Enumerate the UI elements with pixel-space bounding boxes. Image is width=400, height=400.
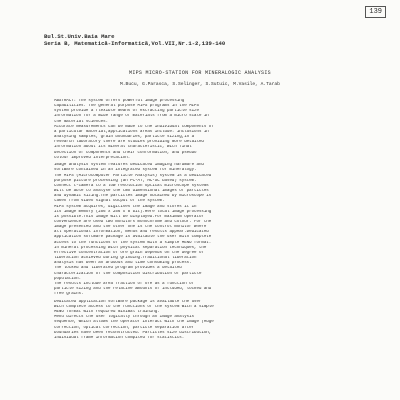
text-line: is possible.This image will be displayed.For maximum operator	[54, 214, 204, 219]
text-line: analysis has been an arduous and time consuming process.	[54, 261, 192, 266]
text-line: individual frame information compiled for statistics.	[54, 335, 185, 340]
paragraph	[54, 300, 354, 341]
text-line: colour improved interpretation.	[54, 155, 131, 160]
text-line: system provide a flexible means of extracting particle size	[54, 109, 199, 114]
text-line: application software package is available the user with complete	[54, 235, 212, 240]
text-line: information for a wide range of materials from a micro scale in	[54, 114, 209, 119]
text-line: population.	[54, 276, 82, 281]
text-line: characterization of the composition distribution of particle	[54, 271, 202, 276]
text-line: will be able to analyse the two dimensional images of particles	[54, 189, 209, 194]
journal-series: Seria B, Matematică-Informatică,Vol.VII,Nr.1-2,139-140	[44, 40, 226, 47]
text-line: free grains.	[54, 292, 84, 297]
text-line: software contained in an integrated system for mineralogy.	[54, 168, 197, 173]
text-line: boundaries have been reconstructed. Particles size distribution,	[54, 330, 212, 335]
text-line: Menu directs the user logically through an image analysis	[54, 315, 195, 320]
text-line: The locked and liberated program provides a detailed	[54, 266, 182, 271]
paper-authors: M.Bucu, G.Parasca, S.Selinger, S.Sutuic, M.Vasile, A.Tarab	[120, 82, 280, 87]
text-line: capabilities. The general purpose MIPS programs in the MIPS	[54, 104, 199, 109]
text-line: taken from video signal output of the system.	[54, 199, 165, 204]
text-line: In mineral processing with physical separation techniques, the	[54, 245, 207, 250]
text-line: Dedicated application software package is available the user	[54, 299, 202, 304]
text-line: purpose picture processing (an PC-AT, HC-SC based) system.	[54, 178, 197, 183]
paragraph	[54, 163, 354, 297]
paper-body	[54, 99, 354, 343]
text-line: Accurate measurements can be made to the individual components of	[54, 124, 214, 129]
text-line: all operational information, menus and results appear.Dedicated	[54, 230, 209, 235]
text-line: The MIPS (Microcomputer Particle Analysis) system is a dedicated	[54, 173, 212, 178]
text-line: detection of components and their conformation, and pseudo	[54, 150, 197, 155]
text-line: a particular material,applications areas include: inclusions in	[54, 129, 209, 134]
text-line: convenience are used two monitors monochrome and colour. For the	[54, 219, 212, 224]
paper-title: MIPS MICRO-STATION FOR MINERALOGIC ANALYSIS	[129, 70, 271, 76]
text-line: The results include area fraction of ore as a function of	[54, 281, 195, 286]
text-line: ABSTRACT: The system offers powerful image processing	[54, 99, 185, 103]
text-line: research laboratory there are studies providing more detailed	[54, 140, 204, 145]
text-line: MIPS system acquires, digitises the image and stores it in	[54, 204, 197, 209]
text-line: effective concentration of ore grain depends on the degree of	[54, 250, 204, 255]
text-line: particle sizing and the relative amounts of included, locked and	[54, 287, 212, 292]
text-line: Image analysis system features dedicated imaging hardware and	[54, 163, 204, 168]
text-line: MENU format with required minimal training.	[54, 310, 160, 315]
journal-header	[44, 33, 225, 47]
paragraph	[54, 99, 354, 161]
text-line: the material sciences.	[54, 119, 109, 124]
text-line: access to the functions of the system with a simple MENU format.	[54, 240, 212, 245]
text-line: correction, optical correction, particle separation after	[54, 325, 195, 330]
text-line: its image memory (256 x 256 x 8 bit).Here local image processing	[54, 209, 212, 214]
text-line: information about its mineral characteristic, with final	[54, 145, 192, 150]
text-line: and dynamic sizing.The particles image obtained by microscope is	[54, 194, 212, 199]
text-line: Connect t-camera to a low resolution optical microscope systems	[54, 183, 209, 188]
text-line: sequence, which allows the operator interact with the image (edge	[54, 320, 214, 325]
text-line: liberation achieved during grinding.Traditional liberation	[54, 256, 197, 261]
page-number: 139	[365, 6, 386, 18]
text-line: image presented and the other one is the control monitor where	[54, 225, 207, 230]
text-line: analysing samples, grain boundaries, particle sizing,in a	[54, 135, 195, 140]
text-line: with complete access to the functions of the system with a simple	[54, 304, 214, 309]
journal-name: Bul.St.Univ.Baia Mare	[44, 33, 115, 40]
